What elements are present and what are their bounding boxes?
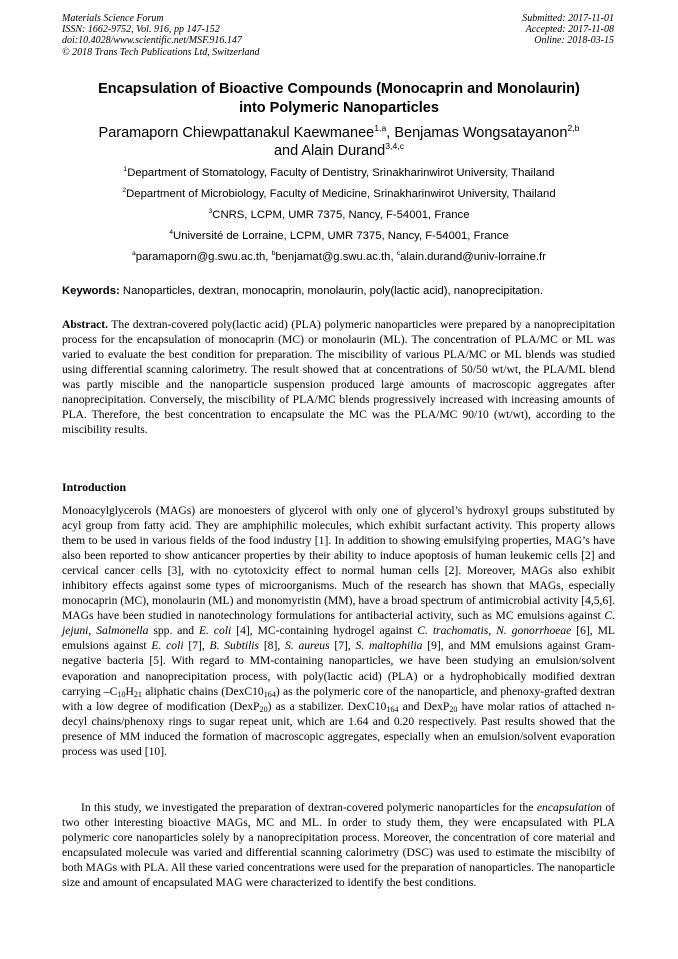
email-c[interactable]: alain.durand@univ-lorraine.fr [400,251,546,263]
accepted-date: Accepted: 2017-11-08 [525,24,614,36]
author-2-affil: 2,b [567,123,580,134]
journal-doi[interactable]: doi:10.4028/www.scientific.net/MSF.916.147 [62,35,242,47]
online-date: Online: 2018-03-15 [534,35,614,47]
intro-paragraph-1: Monoacylglycerols (MAGs) are monoesters of glycerol with only one of glycerol’s hydroxyl groups substituted by acyl group from fatty acid. They are amphiphilic molecules, which exhibit surfactant activity. This property allows them to be used in various fields of the food industry [1]. In addition to showing emulsifying properties, MAG’s have also been reported to show anticancer properties by their ability to induce apoptosis of human leukemic cells [2] and cervical cancer cells [3], with no cytotoxicity effect to normal human cells [2]. Moreover, MAGs also exhibit inhibitory effects against some types of microorganisms. Much of the research has shown that MAGs, especially monocaprin (MC), monolaurin (ML) and monomyristin (MM), have a broad spectrum of antimicrobial activity [4,5,6]. MAGs have been studied in nanotechnology formulations for antibacterial activity, such as MC emulsions against C. jejuni, Salmonella spp. and E. coli [4], MC-containing hydrogel against C. trachomatis, N. gonorrhoeae [6], ML emulsions against E. coli [7], B. Subtilis [8], S. aureus [7], S. maltophilia [9], and MM emulsions against Gram-negative bacteria [5]. With regard to MM-containing nanoparticles, we have been studying an emulsion/solvent evaporation and nanoprecipitation process, with poly(lactic acid) (PLA) or a hydrophobically modified dextran carrying $-C_{10}H_{21}$ aliphatic chains $(DexC10_{164})$ as the polymeric core of the nanoparticle, and phenoxy-grafted dextran with a low degree of modification (DexP$_{20}$) as a stabilizer. $DexC10_{164}$ and DexP$_{20}$ have molar ratios of attached n-decyl chains/phenoxy rings to sugar repeat unit, which are 1.64 and 0.20 respectively. Past results showed that the presence of MM induced the formation of macroscopic aggregates, especially when an emulsion/solvent evaporation process was used [10]. [62,504,616,758]
author-list: Paramaporn Chiewpattanakul Kaewmanee$^{1,a}$, Benjamas Wongsatayanon$^{2,b}$ and Alain Durand$^{3,4,c}$ [98,123,580,159]
dates-header [522,13,614,47]
affiliation-1: $^1$Department of Stomatology, Faculty of Dentistry, Srinakharinwirot University, Thailand [123,166,555,179]
section-heading-introduction: Introduction [62,480,127,494]
affiliation-2: $^2$Department of Microbiology, Faculty of Medicine, Srinakharinwirot University, Thailand [122,187,556,200]
abstract-text: The dextran-covered poly(lactic acid) (PLA) polymeric nanoparticles were prepared by a nanoprecipitation process for the encapsulation of monocaprin (MC) or monolaurin (ML). The concentration of PLA/MC or ML was varied to evaluate the best condition for preparation. The miscibility of various PLA/MC or ML blends was studied using differential scanning calorimetry. The result showed that at concentrations of 50/50 wt/wt, the PLA/ML blend was partly miscible and the nanoparticle suspension produced large amounts of macroscopic aggregates after nanoprecipitation. Conversely, the miscibility of PLA/MC blends progressively increased with increasing amounts of PLA. Therefore, the best concentration to encapsulate the MC was the PLA/MC 90/10 (wt/wt), according to the miscibility results. [62,318,615,437]
email-b[interactable]: benjamat@g.swu.ac.th, [275,251,397,263]
author-3-affil: 3,4,c [385,141,405,152]
paper-title [40,80,638,117]
journal-issn: ISSN: 1662-9752, Vol. 916, pp 147-152 [62,24,220,36]
journal-name: Materials Science Forum [62,13,164,24]
email-a[interactable]: paramaporn@g.swu.ac.th, [135,251,272,263]
email-line: $^a$paramaporn@g.swu.ac.th, $^b$benjamat@g.swu.ac.th, $^c$alain.durand@univ-lorraine.fr [132,250,546,263]
keywords-label: Keywords: [62,285,120,297]
author-1: Paramaporn Chiewpattanakul Kaewmanee [98,125,375,141]
author-2: Benjamas Wongsatayanon [394,125,568,141]
keywords-text: Nanoparticles, dextran, monocaprin, monolaurin, poly(lactic acid), nanoprecipitation. [119,285,543,297]
journal-header [62,13,260,58]
abstract [62,317,615,437]
title-line-2: into Polymeric Nanoparticles [239,99,439,116]
intro-paragraph-2: In this study, we investigated the preparation of dextran-covered polymeric nanoparticles for the encapsulation of two other interesting bioactive MAGs, MC and ML. In order to study them, they were encapsulated with PLA polymeric core nanoparticles solely by a nanoprecipitation process. Moreover, the concentration of core material and encapsulated molecule was varied and differential scanning calorimetry (DSC) was used to estimate the miscibilty of both MAGs with PLA. All these varied concentrations were used for the preparation of nanoparticles. The nanoparticle size and amount of encapsulated MAG were characterized to identify the best conditions. [62,801,615,890]
author-3: and Alain Durand [273,143,386,159]
keywords [62,285,622,297]
submitted-date: Submitted: 2017-11-01 [522,13,614,24]
affiliation-3: $^3$CNRS, LCPM, UMR 7375, Nancy, F-54001, France [208,208,470,221]
author-1-affil: 1,a [374,123,387,134]
affiliation-4: $^4$Université de Lorraine, LCPM, UMR 7375, Nancy, F-54001, France [169,229,509,242]
title-line-1: Encapsulation of Bioactive Compounds (Monocaprin and Monolaurin) [98,81,580,97]
abstract-label: Abstract. [62,318,109,331]
journal-copyright: © 2018 Trans Tech Publications Ltd, Switzerland [62,46,260,58]
